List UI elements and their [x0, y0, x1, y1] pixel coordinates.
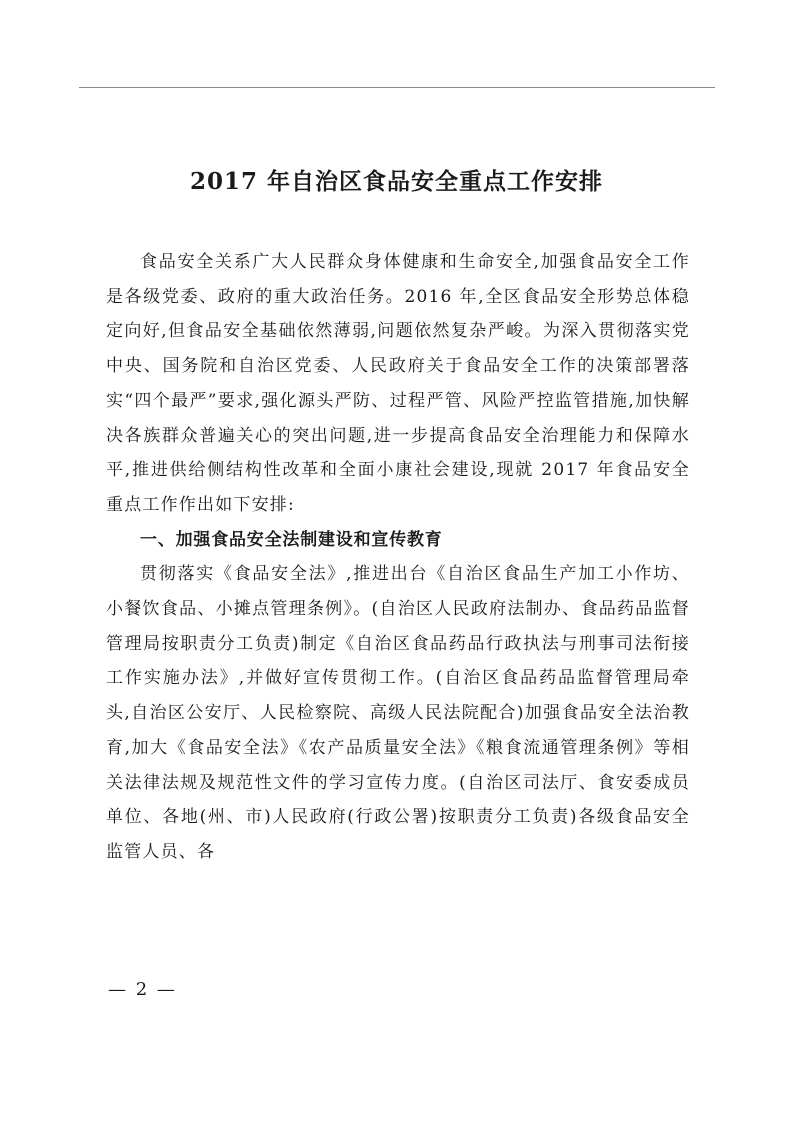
intro-paragraph: 食品安全关系广大人民群众身体健康和生命安全,加强食品安全工作是各级党委、政府的重大政治任务。2016 年,全区食品安全形势总体稳定向好,但食品安全基础依然薄弱,问题依然复杂严峻。为深入贯彻落实党中央、国务院和自治区党委、人民政府关于食品安全工作的决策部署落实“四个最严”要求,强化源头严防、过程严管、风险严控监管措施,加快解决各族群众普遍关心的突出问题,进一步提高食品安全治理能力和保障水平,推进供给侧结构性改革和全面小康社会建设,现就 2017 年食品安全重点工作作出如下安排:	[106, 252, 690, 515]
section-heading: 一、加强食品安全法制建设和宣传教育	[140, 529, 443, 550]
section-paragraph: 贯彻落实《食品安全法》,推进出台《自治区食品生产加工小作坊、小餐饮食品、小摊点管理条例》。(自治区人民政府法制办、食品药品监督管理局按职责分工负责)制定《自治区食品药品行政执法与刑事司法衔接工作实施办法》,并做好宣传贯彻工作。(自治区食品药品监督管理局牵头,自治区公安厅、人民检察院、高级人民法院配合)加强食品安全法治教育,加大《食品安全法》《农产品质量安全法》《粮食流通管理条例》等相关法律法规及规范性文件的学习宣传力度。(自治区司法厅、食安委成员单位、各地(州、市)人民政府(行政公署)按职责分工负责)各级食品安全监管人员、各	[106, 564, 690, 862]
document-title: 2017 年自治区食品安全重点工作安排	[189, 168, 604, 195]
header-rule	[79, 87, 715, 88]
document-body	[106, 245, 690, 870]
page-number: — 2 —	[108, 979, 177, 1000]
